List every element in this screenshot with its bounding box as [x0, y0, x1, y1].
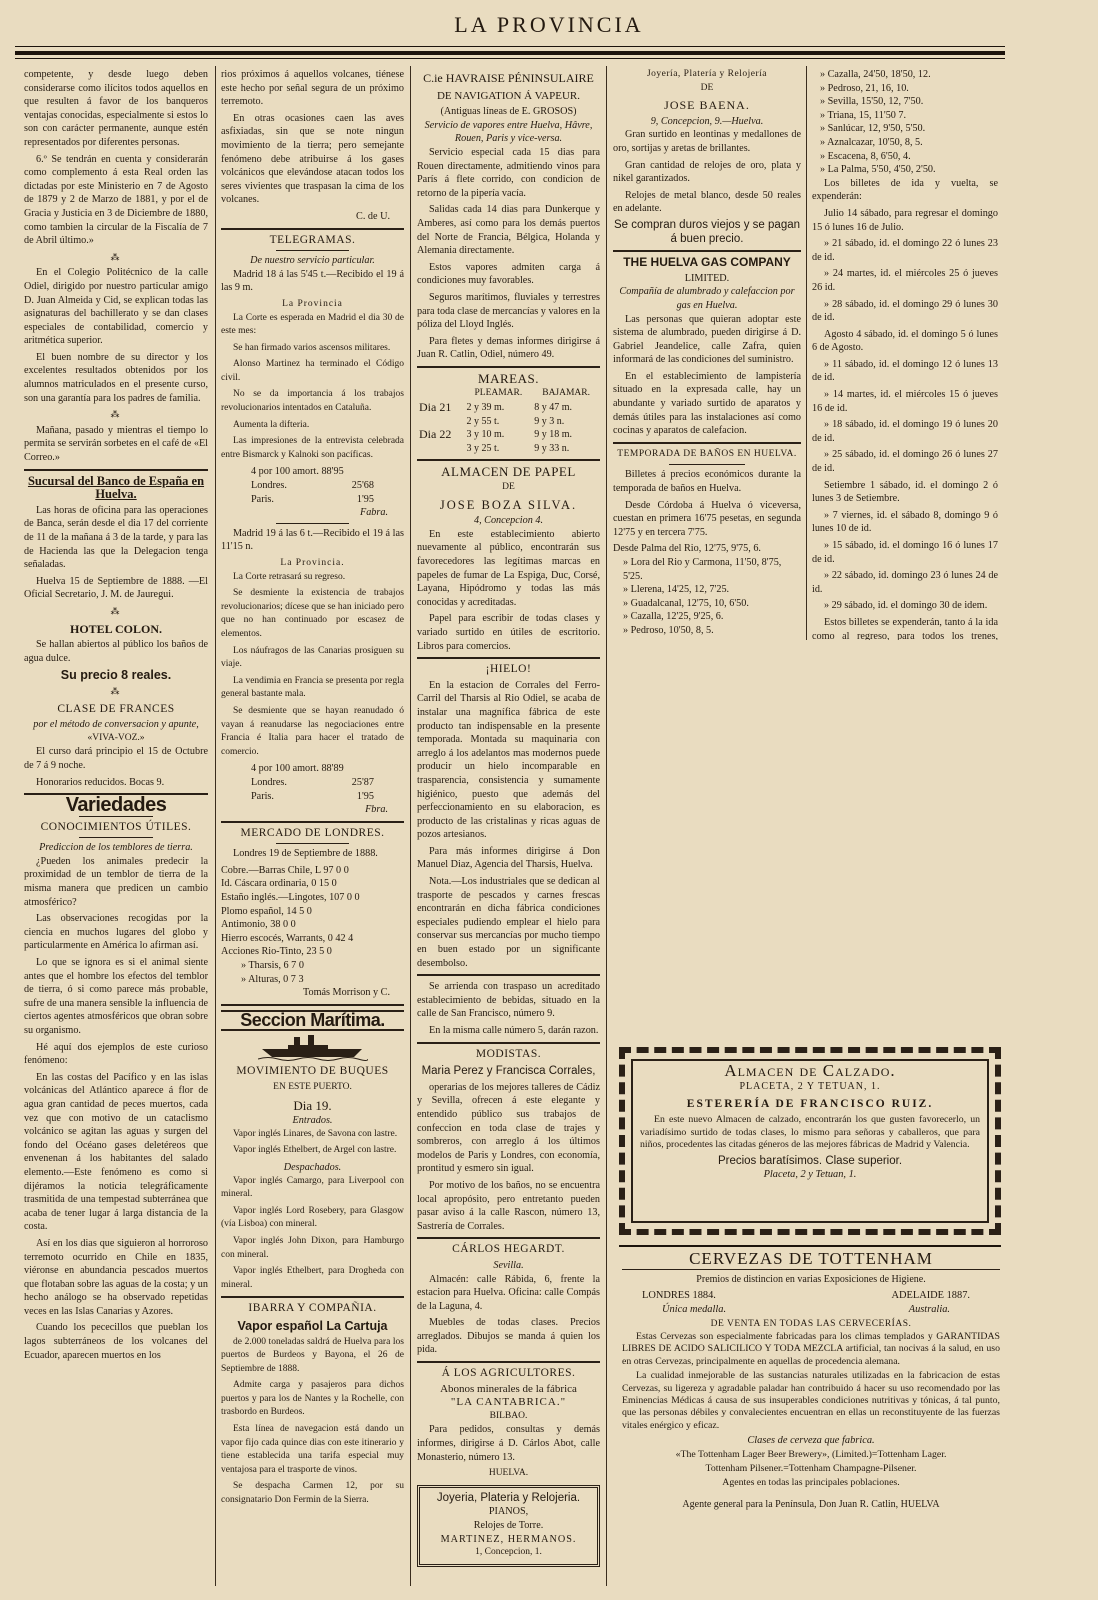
ad-address: Placeta, 2 y Tetuan, 1. — [763, 1168, 857, 1180]
paragraph: Admite carga y pasajeros para dichos puertos y para los de Nantes y la Rochelle, con trasbordo en Burdeos. — [221, 1380, 404, 1418]
ad-title: Joyeria, Plateria y Relojeria. — [436, 1491, 581, 1504]
masthead: LA PROVINCIA — [454, 12, 644, 37]
ad-line: Clases de cerveza que fabrica. — [747, 1435, 875, 1447]
paragraph: Se han firmado varios ascensos militares. — [233, 342, 391, 353]
subheading: CONOCIMIENTOS ÚTILES. — [40, 820, 192, 833]
subheading: DE — [700, 82, 714, 93]
price-line: » Pedroso, 21, 16, 10. — [820, 82, 909, 94]
ad-line: Premios de distincion en varias Exposiciones de Higiene. — [696, 1274, 926, 1285]
ad-text: La cualidad inmejorable de las sustancias naturales utilizadas en la fabricacion de estas Cervezas, su ligereza y agradable paladar han contribuido á hacer su uso recomendado por las Eminencias Médicas á causa de sus insuperables condiciones nutritivas y tónicas, á tal punto, que las personas débiles y convalecientes encuentran en ellas un reconstituyente de las fuerzas vitales enérgico y eficaz. — [622, 1370, 1000, 1431]
paragraph: Los náufragos de las Canarias prosiguen su viaje. — [221, 645, 404, 670]
tide-day: Dia 22 — [419, 427, 452, 442]
price-line: » Triana, 15, 11'50 7. — [820, 109, 907, 121]
divider — [221, 1004, 404, 1006]
ad-owner: ESTERERÍA DE FRANCISCO RUIZ. — [686, 1098, 934, 1110]
paragraph: Gran cantidad de relojes de oro, plata y nikel garantizados. — [613, 159, 801, 185]
section-heading: CLASE DE FRANCES — [57, 702, 175, 715]
subheading: Servicio de vapores entre Huelva, Hâvre, Rouen, Paris y vice-versa. — [424, 119, 593, 145]
price-line: » Pedroso, 10'50, 8, 5. — [623, 624, 714, 636]
subheading: HUELVA. — [488, 1468, 529, 1479]
column-2 — [221, 68, 404, 1588]
divider — [417, 657, 600, 659]
quote-row — [251, 493, 404, 507]
paragraph: Nota.—Los industriales que se dedican al trasporte de pescados y carnes frescas encontrarán en dicha fábrica condiciones especiales pudiendo emplear el hielo para conservar sus mercancías por mucho tiempo en buen estado por un significante desembolso. — [417, 876, 600, 969]
subheading: Prediccion de los temblores de tierra. — [39, 842, 193, 854]
section-heading: MODISTAS. — [475, 1047, 542, 1060]
paragraph: Servicio especial cada 15 dias para Rouen directamente, admitiendo vinos para París á flete corrido, con condicion de retorno de la pipería vacía. — [417, 146, 600, 199]
paragraph: Se desmiente la existencia de trabajos revolucionarios; dícese que se han iniciado pero que no han continuado por escasez de elementos. — [221, 588, 404, 639]
ornament-stars: ⁂ — [110, 685, 122, 696]
date-line: » 24 martes, id. el miércoles 25 ó jueves 26 id. — [812, 268, 998, 293]
ad-line: DE VENTA EN TODAS LAS CERVECERÍAS. — [710, 1319, 912, 1329]
divider — [613, 250, 801, 252]
section-heading: ¡HIELO! — [485, 663, 532, 676]
price-line: » Sevilla, 15'50, 12, 7'50. — [820, 96, 924, 108]
ad-prices: Precios baratísimos. Clase superior. — [717, 1154, 903, 1167]
date-line: » 29 sábado, id. el domingo 30 de idem. — [824, 600, 988, 612]
quote-value: 1'95 — [356, 493, 374, 505]
subheading: Compañía de alumbrado y calefaccion por gas en Huelva. — [619, 286, 795, 311]
paragraph: Las horas de oficina para las operaciones de Banca, serán desde el dia 17 del corriente de 11 de la mañana á 3 de la tarde, y para las de Hacienda las que la Delegacion tenga señaladas. — [24, 504, 208, 571]
date-line: » 25 sábado, id. el domingo 26 ó lunes 27 de id. — [812, 449, 998, 475]
quote-row — [251, 465, 404, 479]
quote-table — [221, 465, 404, 506]
price-line: » Escacena, 8, 6'50, 4. — [820, 150, 911, 162]
divider — [79, 837, 153, 838]
tide-time: 9 y 3 n. — [534, 415, 565, 427]
column-1 — [24, 68, 208, 1588]
paragraph: Cuando los pececillos que pueblan los lagos subterráneos de los volcanes del Ecuador, aparecen muertos en los — [24, 1322, 208, 1361]
column-4 — [613, 68, 801, 640]
subheading: Maria Perez y Francisca Corrales, — [421, 1065, 596, 1078]
column-rule — [606, 66, 607, 1586]
signature: Fabra. — [359, 507, 388, 519]
paragraph: Relojes de metal blanco, desde 50 reales en adelante. — [613, 189, 801, 215]
section-heading: THE HUELVA GAS COMPANY — [623, 255, 791, 270]
paragraph: Vapor inglés John Dixon, para Hamburgo con mineral. — [221, 1235, 404, 1260]
award-label: Única medalla. — [662, 1304, 727, 1315]
quote-label: 4 por 100 amort. 88'89 — [251, 763, 344, 775]
quote-row — [251, 762, 404, 776]
paragraph: Billetes á precios económicos durante la temporada de baños en Huelva. — [613, 469, 801, 495]
source-label: La Provincia — [282, 298, 343, 309]
paragraph: Para fletes y demas informes dirigirse á Juan R. Catlin, Odiel, número 49. — [417, 335, 600, 361]
paragraph: Vapor inglés Camargo, para Liverpool con mineral. — [221, 1175, 404, 1200]
tide-high — [465, 401, 533, 428]
paragraph: En la misma calle número 5, darán razon. — [429, 1025, 599, 1036]
paragraph: Vapor inglés Ethelbert, de Argel con lastre. — [233, 1145, 397, 1156]
ad-line: Tottenham Pilsener.=Tottenham Champagne-Pilsener. — [705, 1463, 917, 1475]
paragraph: La Corte es esperada en Madrid el dia 30 de este mes: — [221, 312, 404, 337]
quote-row — [251, 479, 404, 493]
price-line: » Cazalla, 24'50, 18'50, 12. — [820, 69, 931, 80]
paragraph: La Corte retrasará su regreso. — [233, 571, 346, 582]
paragraph: No se da importancia á los trabajos revolucionarios intentados en Cataluña. — [221, 389, 404, 414]
subheading: JOSE BAENA. — [664, 98, 750, 113]
beer-ad — [622, 1249, 1000, 1512]
paragraph: Se hallan abiertos al público los baños de agua dulce. — [24, 639, 208, 664]
paragraph: competente, y desde luego deben considerarse como ilícitos todos aquellos en que resulten á favor de los banqueros ventajas conocidas, especialmente si estos lo son con carácter permanente, aunque estén representados por diferentes personas. — [24, 69, 208, 148]
tide-time: 8 y 47 m. — [534, 402, 573, 414]
paragraph: El curso dará principio el 15 de Octubre de 7 á 9 noche. — [24, 746, 208, 771]
ad-address: PLACETA, 2 Y TETUAN, 1. — [739, 1081, 881, 1092]
paragraph: La vendimia en Francia se presenta por regla general bastante mala. — [221, 675, 404, 700]
quote-table — [221, 762, 404, 803]
awards-row — [622, 1287, 1000, 1303]
subheading: Dia 19. — [293, 1097, 332, 1113]
market-line: Id. Cáscara ordinaria, 0 15 0 — [221, 878, 337, 890]
shoe-store-ad — [640, 1061, 980, 1182]
paragraph: Alonso Martinez ha terminado el Código civil. — [221, 359, 404, 383]
tide-low — [532, 428, 600, 455]
tide-time: 3 y 25 t. — [466, 442, 500, 454]
paragraph: Londres 19 de Septiembre de 1888. — [233, 848, 378, 860]
divider — [276, 523, 349, 524]
divider — [276, 250, 349, 251]
price-line: » Lora del Rio y Carmona, 11'50, 8'75, 5'25. — [623, 557, 782, 582]
subheading: LIMITED. — [684, 272, 730, 284]
section-heading: Variedades — [65, 794, 167, 817]
price-line: » Llerena, 14'25, 12, 7'25. — [623, 584, 730, 596]
section-heading: TELEGRAMAS. — [269, 233, 356, 246]
divider — [619, 1245, 1001, 1247]
paragraph: Vapor inglés Ethelbert, para Drogheda con mineral. — [221, 1266, 404, 1290]
subheading: Vapor español La Cartuja — [237, 1318, 388, 1333]
tide-table — [417, 387, 600, 455]
paragraph: Huelva 15 de Septiembre de 1888. —El Oficial Secretario, J. M. de Jauregui. — [24, 575, 208, 601]
subheading: "LA CANTABRICA." — [450, 1396, 567, 1409]
paragraph: Madrid 19 á las 6 t.—Recibido el 19 á las 11'15 n. — [221, 527, 404, 553]
divider — [417, 1237, 600, 1239]
subheading: «VIVA-VOZ.» — [87, 732, 145, 743]
paragraph: En el establecimiento de lampistería situado en la expresada calle, hay un abundante y variado surtido de aparatos y demás útiles para las instalaciones así como cocinas y aparatos de calefacion. — [613, 370, 801, 437]
section-heading: Seccion Marítima. — [221, 1010, 404, 1032]
subheading: (Antiguas líneas de E. GROSOS) — [440, 106, 577, 118]
quote-label: Londres. — [251, 776, 287, 788]
date-line: » 18 sábado, id. el domingo 19 ó lunes 20 de id. — [812, 419, 998, 444]
quote-value: 25'68 — [351, 480, 374, 492]
paragraph: Aumenta la difteria. — [233, 419, 310, 430]
market-line: Plomo español, 14 5 0 — [221, 905, 312, 917]
date-line: » 7 viernes, id. el sábado 8, domingo 9 ó lunes 10 de id. — [812, 509, 998, 535]
date-line: Agosto 4 sábado, id. el domingo 5 ó lunes 6 de Agosto. — [812, 328, 998, 354]
paragraph: Por motivo de los baños, no se encuentra local apropósito, pero entretanto pueden pasar aviso á la calle Rascon, número 13, Sastrería de Corrales. — [417, 1179, 600, 1232]
column-rule — [215, 66, 216, 1586]
tide-time: 2 y 55 t. — [466, 415, 500, 427]
paragraph: En la estacion de Corrales del Ferro-Carril del Tharsis al Rio Odiel, se acaba de instalar una magnífica fábrica de este producto tan indispensable en la presente temporada. Montada su maquinaria con arreglo á los adelantos mas modernos puede producir un hielo incomparable en trasparencia, consistencia y sumamente higiénico, puesto que además del perfeccionamiento en su elaboracion, es producto de las cristalinas y ricas aguas de pozos artesianos. — [417, 679, 600, 841]
subheading: De nuestro servicio particular. — [250, 255, 375, 267]
paragraph: Así en los dias que siguieron al horroroso terremoto ocurrido en Chile en 1835, viéronse en abundancia pescados muertos que flotaban sobre las aguas de la costa; y un hecho análogo se ha observado repetidas veces en las Islas Canarias y Azores. — [24, 1237, 208, 1317]
ad-line: «The Tottenham Lager Beer Brewery», (Limited.)=Tottenham Lager. — [675, 1449, 947, 1461]
steamship-icon — [258, 1035, 368, 1061]
paragraph: Las impresiones de la entrevista celebrada entre Bismarck y Kalnoki son pacíficas. — [221, 436, 404, 460]
divider — [221, 228, 404, 230]
paragraph: Papel para escribir de todas clases y variado surtido en útiles de escritorio. Libros para comercios. — [417, 613, 600, 652]
tide-time: 9 y 18 m. — [534, 429, 573, 441]
subheading: EN ESTE PUERTO. — [273, 1082, 352, 1092]
tide-header — [417, 387, 600, 401]
column-header: BAJAMAR. — [542, 388, 591, 399]
paragraph: ¿Pueden los animales predecir la proximidad de un temblor de tierra de la misma manera que predicen un cambio atmosférico? — [24, 855, 208, 908]
paragraph: En el Colegio Politécnico de la calle Odiel, dirigido por nuestro particular amigo D. Juan Almeida y Cid, se explican todas las asignaturas del bachillerato y se dan clases especiales de contabilidad, comercio y aritmética superior. — [24, 267, 208, 347]
paragraph: Madrid 18 á las 5'45 t.—Recibido el 19 á las 9 m. — [221, 268, 404, 294]
paragraph: En las costas del Pacífico y en las islas volcánicas del Atlántico aparece á flor de agua gran cantidad de peces muertos, cada vez que con motivo de un cataclismo volcánico se agitan las aguas y surgen del fondo del Océano gases deletéreos que envenenan á los habitantes del salado elemento.—Este fenómeno es como si dijéramos la noticia telegráficamente trasmitida de una tempestad subterránea que acaba de tener lugar á larga distancia de la costa. — [24, 1071, 208, 1233]
market-line: Cobre.—Barras Chile, L 97 0 0 — [221, 864, 349, 876]
section-heading: ALMACEN DE PAPEL — [441, 464, 576, 480]
date-line: » 21 sábado, id. el domingo 22 ó lunes 23 de id. — [812, 238, 998, 263]
divider — [613, 442, 801, 444]
paragraph: Para pedidos, consultas y demás informes, dirigirse á D. Cárlos Abot, calle Monasterio, número 13. — [417, 1424, 600, 1463]
paragraph: Seguros marítimos, fluviales y terrestres para toda clase de mercancías y valores en la póliza del Lloyd Inglés. — [417, 291, 600, 331]
subheading: Sevilla. — [493, 1259, 524, 1271]
tide-low — [532, 401, 600, 428]
section-heading: TEMPORADA DE BAÑOS EN HUELVA. — [617, 448, 797, 459]
price-line — [613, 638, 801, 640]
signature: C. de U. — [356, 210, 390, 222]
award-label: ADELAIDE 1887. — [891, 1290, 970, 1301]
ad-text: En este nuevo Almacen de calzado, encontrarán los que gusten favorecerlo, un variadísimo surtido de todas clases, lo mismo para señoras y caballeros, que para niños, procedentes las citadas géneros de las mejores fábricas de Madrid y Valencia. — [640, 1114, 980, 1150]
quote-value: 25'87 — [351, 776, 374, 788]
paragraph: Se desmiente que se hayan reanudado ó vayan á reanudarse las negociaciones entre Francia é Italia para hacer el tratado de comercio. — [221, 705, 404, 757]
date-line: » 14 martes, id. el miércoles 15 ó jueves 16 de id. — [812, 389, 998, 414]
divider — [622, 1269, 1000, 1270]
paragraph: Lo que se ignora es si el animal siente antes que el hombre los efectos del temblor de tierra, ó si como parece más probable, sufre de una manera sensible la influencia de ciertos agentes atmosféricos que obran sobre su organismo. — [24, 957, 208, 1036]
paragraph: Honorarios reducidos. Bocas 9. — [36, 776, 165, 788]
section-heading: CÁRLOS HEGARDT. — [452, 1243, 565, 1256]
subheading: BILBAO. — [489, 1410, 528, 1421]
divider — [221, 1296, 404, 1298]
jewelry-ad-box — [417, 1485, 600, 1567]
tide-time: 9 y 33 n. — [534, 442, 570, 454]
paragraph: rios próximos á aquellos volcanes, tiénese este hecho por señal segura de un próximo terremoto. — [221, 69, 404, 108]
signature: Fbra. — [365, 804, 388, 816]
ad-line: Agentes en todas las principales poblaciones. — [722, 1477, 900, 1489]
signature: Tomás Morrison y C. — [302, 987, 390, 999]
paragraph: operarias de los mejores talleres de Cádiz y Sevilla, ofrecen á este elegante y entendido público sus trabajos de confeccion en toda clase de trajes y sombreros, con arreglo á los últimos modelos de Paris y Londres, con economía, prontitud y esmero sin igual. — [417, 1081, 600, 1175]
column-rule — [806, 66, 807, 640]
awards-row — [622, 1303, 1000, 1317]
quote-row — [251, 776, 404, 790]
highlight-line: Se compran duros viejos y se pagan á buen precio. — [613, 218, 801, 245]
subheading: DE NAVIGATION Á VAPEUR. — [436, 89, 580, 102]
section-heading: MOVIMIENTO DE BUQUES — [236, 1065, 389, 1078]
column-3 — [417, 68, 600, 1588]
quote-label: Londres. — [251, 480, 287, 492]
ad-title: Almacen de Calzado. — [724, 1061, 896, 1080]
source-label: La Provincia. — [280, 558, 345, 568]
quote-label: Paris. — [251, 493, 274, 505]
ad-line: 1, Concepcion, 1. — [475, 1547, 542, 1558]
section-heading: C.ie HAVRAISE PÉNINSULAIRE — [423, 71, 594, 85]
ornament-stars: ⁂ — [110, 605, 122, 616]
paragraph: Para más informes dirigirse á Don Manuel Diaz, Agencia del Tharsis, Huelva. — [417, 845, 600, 871]
date-line: » 11 sábado, id. el domingo 12 ó lunes 13 de id. — [812, 358, 998, 384]
date-line: » 28 sábado, id. el domingo 29 ó lunes 30 de id. — [812, 298, 998, 324]
subheading: DE — [502, 482, 515, 493]
header-rule-thin-2 — [15, 58, 1005, 59]
paragraph: Desde Córdoba á Huelva ó viceversa, cuestan en primera 16'75 pesetas, en segunda 12'75 y en tercera 7'75. — [613, 499, 801, 538]
paragraph: de 2.000 toneladas saldrá de Huelva para los puertos de Burdeos y Bayona, el 26 de Septiembre de 1888. — [221, 1336, 404, 1374]
date-line: Julio 14 sábado, para regresar el domingo 15 ó lunes 16 de Julio. — [812, 207, 998, 233]
subheading: Abonos minerales de la fábrica — [440, 1382, 577, 1395]
paragraph: Muebles de todas clases. Precios arreglados. Dibujos se manda á quien los pida. — [417, 1317, 600, 1356]
subheading: Entrados. — [292, 1115, 333, 1127]
subheading: Despachados. — [283, 1161, 342, 1173]
ad-line: Relojes de Torre. — [473, 1520, 544, 1531]
market-line: Hierro escocés, Warrants, 0 42 4 — [221, 932, 354, 944]
ornament-stars: ⁂ — [110, 251, 122, 262]
paragraph: Salidas cada 14 dias para Dunkerque y Amberes, así como para los demás puertos del Norte de Francia, Bélgica, Holanda y Alemania directamente. — [417, 204, 600, 257]
tide-high — [465, 428, 533, 455]
award-label: Australia. — [908, 1304, 950, 1315]
paragraph: Vapor inglés Lord Rosebery, para Glasgow (vía Lisboa) con mineral. — [221, 1205, 404, 1230]
divider — [24, 469, 208, 471]
ad-line: MARTINEZ, HERMANOS. — [440, 1533, 577, 1545]
ad-line: PIANOS, — [488, 1506, 529, 1518]
section-heading: Joyería, Platería y Relojería — [646, 69, 768, 79]
section-heading: IBARRA Y COMPAÑIA. — [248, 1302, 377, 1315]
divider — [276, 843, 349, 844]
subheading: por el método de conversacion y apunte, — [33, 719, 199, 731]
section-heading: HOTEL COLON. — [69, 621, 163, 636]
section-heading: MERCADO DE LONDRES. — [240, 826, 385, 839]
divider — [417, 1042, 600, 1044]
ad-title: CERVEZAS DE TOTTENHAM — [689, 1249, 933, 1268]
price-line: » Cazalla, 12'25, 9'25, 6. — [623, 611, 724, 623]
ornament-stars: ⁂ — [110, 409, 122, 420]
paragraph: Almacén: calle Rábida, 6, frente la estacion para Huelva. Oficina: calle Compás de la Laguna, 4. — [417, 1273, 600, 1312]
quote-label: 4 por 100 amort. 88'95 — [251, 466, 344, 478]
paragraph: El buen nombre de su director y los excelentes resultados obtenidos por los alumnos matriculados en el presente curso, son una garantía para los padres de familia. — [24, 351, 208, 404]
price-line: Desde Palma del Rio, 12'75, 9'75, 6. — [613, 543, 761, 555]
paragraph: Las observaciones recogidas por la ciencia en muchos lugares del globo y particularmente en América lo afirman así. — [24, 913, 208, 952]
paragraph: Mañana, pasado y mientras el tiempo lo permita se servirán sorbetes en el café de «El Correo.» — [24, 424, 208, 464]
paragraph: En este establecimiento abierto nuevamente al público, encontrarán sus favorecedores las legítimas marcas en papeles de fumar de La Espiga, Duc, Corsé, Layana, Hipódromo y todas las más conocidas y acreditadas. — [417, 528, 600, 608]
tide-day: Dia 21 — [419, 400, 452, 415]
paragraph: Hé aquí dos ejemplos de este curioso fenómeno: — [24, 1041, 208, 1067]
paragraph: Los billetes de ida y vuelta, se expenderán: — [812, 177, 998, 203]
paragraph: Vapor inglés Linares, de Savona con lastre. — [233, 1128, 398, 1139]
column-header: PLEAMAR. — [474, 388, 523, 399]
divider — [417, 459, 600, 461]
subheading: JOSE BOZA SILVA. — [439, 497, 578, 512]
market-line: » Alturas, 0 7 3 — [241, 973, 304, 985]
column-5 — [812, 68, 998, 640]
date-line: Setiembre 1 sábado, id. el domingo 2 ó lunes 3 de Setiembre. — [812, 479, 998, 505]
divider — [669, 464, 744, 465]
paragraph: Estos vapores admiten carga á condiciones muy favorables. — [417, 261, 600, 287]
section-heading: Sucursal del Banco de España en Huelva. — [27, 473, 205, 502]
tide-row — [417, 401, 600, 428]
tide-row — [417, 428, 600, 455]
ad-text: Estas Cervezas son especialmente fabricadas para los climas templados y GARANTIDAS LIBRES DE ACIDO SALICILICO Y TODA MEZCLA artificial, tan nocivas á la salud, en uso en otras Cervezas, principalmente en aquellas de procedencia alemana. — [622, 1331, 1000, 1367]
paragraph: Las personas que quieran adoptar este sistema de alumbrado, pueden dirigirse á D. Gabriel Jeandelice, calle Zafra, quien informará de las condiciones del suministro. — [613, 313, 801, 366]
paragraph: 6.º Se tendrán en cuenta y considerarán como complemento á esta Real orden las dictadas por este Ministerio en 7 de Agosto de 1879 y 2 de Marzo de 1881, y por el de Gracia y Justicia en 3 de Diciembre de 1880, como tambien la circular de la Fiscalía de 7 de Abril último.» — [24, 153, 208, 247]
paragraph: Estos billetes se expenderán, tanto á la ida como al regreso, para todos los trenes, — [812, 616, 998, 640]
quote-row — [251, 790, 404, 804]
ad-line: Agente general para la Península, Don Juan R. Catlin, HUELVA — [682, 1499, 940, 1511]
divider — [221, 821, 404, 823]
divider — [417, 974, 600, 976]
price-line: » Sanlúcar, 12, 9'50, 5'50. — [820, 123, 926, 135]
header-rule-thin — [15, 46, 1005, 47]
quote-value: 1'95 — [356, 790, 374, 802]
market-line: » Tharsis, 6 7 0 — [241, 960, 304, 972]
paragraph: Gran surtido en leontinas y medallones de oro, sortijas y aretas de brillantes. — [613, 129, 801, 154]
tide-time: 2 y 39 m. — [466, 402, 505, 414]
market-line: Acciones Rio-Tinto, 23 5 0 — [221, 946, 332, 958]
address: 9, Concepcion, 9.—Huelva. — [650, 115, 764, 127]
header-rule-thick — [15, 51, 1005, 55]
price: Su precio 8 reales. — [60, 668, 172, 683]
divider — [417, 1361, 600, 1363]
date-line: » 15 sábado, id. el domingo 16 ó lunes 17 de id. — [812, 540, 998, 565]
section-heading: Á LOS AGRICULTORES. — [441, 1367, 576, 1380]
market-line: Estaño inglés.—Lingotes, 107 0 0 — [221, 892, 360, 904]
paragraph: En otras ocasiones caen las aves asfixiadas, sin que se note ningun movimiento de la tierra; pero semejante fenómeno debe atribuirse á los gases volcánicos que elevándose atacan todos los seres vivientes que traspasan la cima de los volcanes. — [221, 112, 404, 206]
tide-time: 3 y 10 m. — [466, 429, 505, 441]
quote-label: Paris. — [251, 790, 274, 802]
divider — [417, 366, 600, 368]
paragraph: Se arrienda con traspaso un acreditado establecimiento de bebidas, situado en la calle de San Francisco, número 9. — [417, 981, 600, 1020]
award-label: LONDRES 1884. — [642, 1290, 716, 1301]
market-line: Antimonio, 38 0 0 — [221, 919, 296, 931]
paragraph: Se despacha Carmen 12, por su consignatario Don Fermin de la Sierra. — [221, 1481, 404, 1506]
price-line: » Aznalcazar, 10'50, 8, 5. — [820, 136, 923, 148]
section-heading: MAREAS. — [478, 370, 539, 386]
address: 4, Concepcion 4. — [473, 515, 544, 527]
column-rule — [410, 66, 411, 1586]
date-line: » 22 sábado, id. domingo 23 ó lunes 24 de id. — [812, 570, 998, 595]
price-line: » La Palma, 5'50, 4'50, 2'50. — [820, 164, 936, 176]
paragraph: Esta línea de navegacion está dando un vapor fijo cada quince dias con este itinerario y tiene establecida una tarifa especial muy ventajosa para el trasporte de vinos. — [221, 1424, 404, 1475]
price-line: » Guadalcanal, 12'75, 10, 6'50. — [623, 597, 749, 609]
